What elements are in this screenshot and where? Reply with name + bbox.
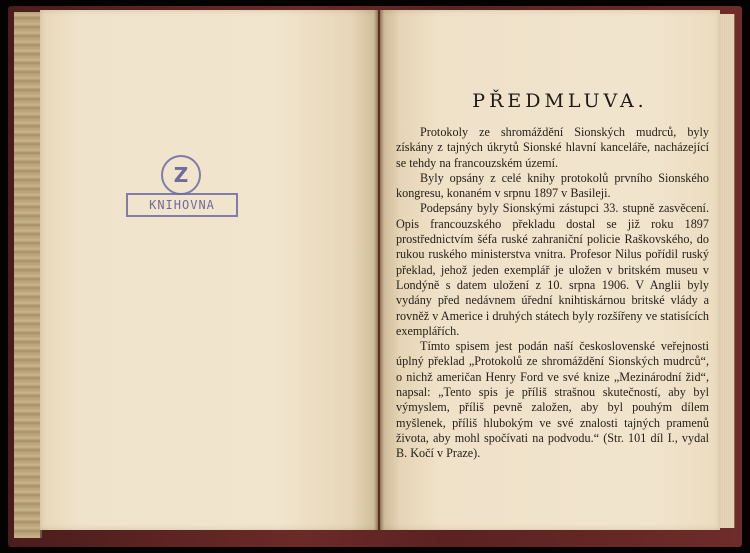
stamp-letter: Z <box>173 163 189 187</box>
paragraph: Podepsány byly Sionskými zástupci 33. stupně zasvěcení. Opis francouzského překladu dostal se již roku 1897 prostřednictvím šéfa ruské zahraniční policie Raškovského, do rukou ruského ministerstva vnitra. Profesor Nilus pořídil ruský překlad, jehož jeden exemplář je uložen v britském museu v Londýně s datem uložení z 10. srpna 1906. V Anglii byly vydány před nedávnem úřední knihtiskárnou britské vlády a rovněž v Americe i druhých státech byly rozšířeny ve statisících exemplářích. <box>396 201 709 338</box>
preface-title: PŘEDMLUVA. <box>472 90 648 112</box>
library-stamp-box <box>126 193 238 217</box>
left-page <box>40 10 378 530</box>
paragraph: Byly opsány z celé knihy protokolů prvního Sionského kongresu, konaném v srpnu 1897 v Basileji. <box>396 170 709 201</box>
preface-body <box>396 125 709 462</box>
stamp-text: KNIHOVNA <box>149 198 215 212</box>
paragraph: Tímto spisem jest podán naší československé veřejnosti úplný překlad „Protokolů ze shromáždění Sionských mudrců“, o nichž američan Henry Ford ve své knize „Mezinárodní žid“, napsal: „Tento spis je příliš strašnou skutečností, aby byl výmyslem, příliš pevně založen, aby byl pouhým dílem myšlenek, příliš hlubokým ve své znalosti tajných pramenů života, aby mohl spočívati na podvodu.“ (Str. 101 díl I., vydal B. Kočí v Praze). <box>396 339 709 461</box>
page-edges <box>720 14 735 528</box>
book-spine-band <box>14 12 42 538</box>
book-gutter <box>374 10 384 530</box>
library-stamp-circle <box>161 155 201 195</box>
paragraph: Protokoly ze shromáždění Sionských mudrců, byly získány z tajných úkrytů Sionské hlavní kanceláře, nacházející se tehdy na francouzském území. <box>396 125 709 170</box>
